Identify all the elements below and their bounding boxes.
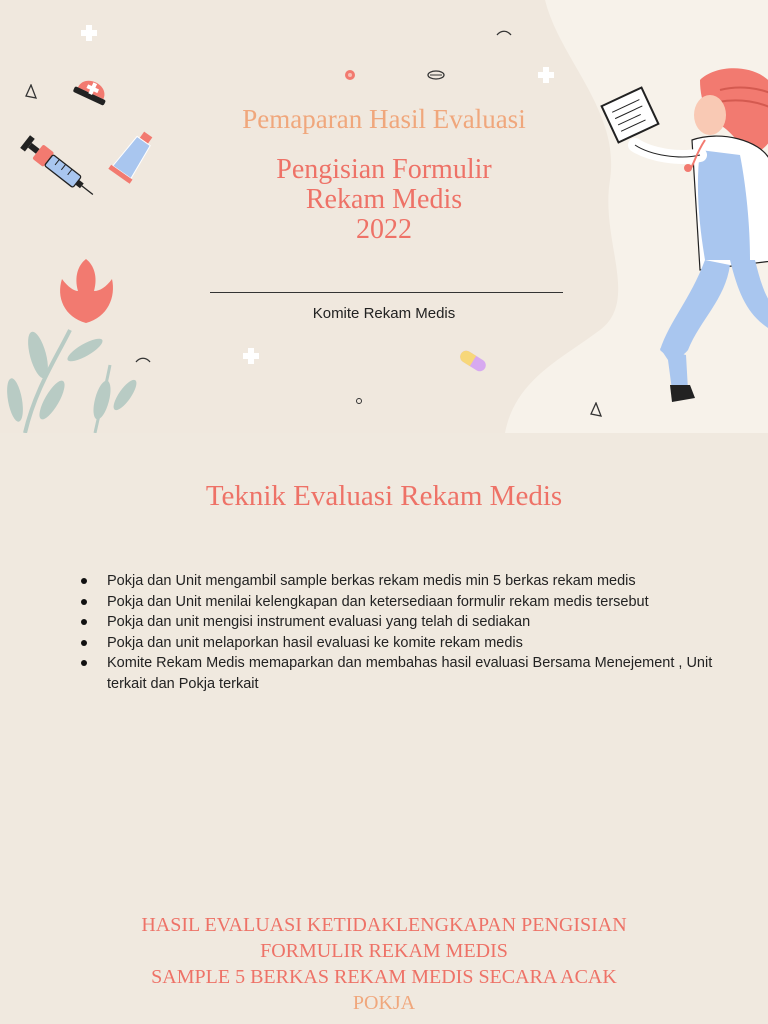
list-item: Pokja dan Unit mengambil sample berkas rekam medis min 5 berkas rekam medis	[78, 571, 718, 592]
results-pokja: POKJA	[352, 992, 416, 1014]
pill-icon	[426, 69, 446, 81]
pill-icon	[343, 68, 357, 82]
cover-slide	[0, 0, 768, 433]
list-item: Pokja dan unit mengisi instrument evaluasi yang telah di sediakan	[78, 612, 718, 633]
plus-sparkle-icon	[536, 65, 556, 85]
cover-title	[0, 155, 768, 245]
eye-doodle-icon	[496, 29, 512, 39]
triangle-doodle-icon	[24, 84, 38, 100]
results-heading	[0, 912, 768, 1016]
technique-bullet-list	[78, 571, 718, 694]
cover-organization: Komite Rekam Medis	[312, 305, 456, 322]
results-line: FORMULIR REKAM MEDIS	[260, 940, 508, 962]
plus-sparkle-icon	[241, 346, 261, 366]
list-item: Pokja dan unit melaporkan hasil evaluasi ke komite rekam medis	[78, 633, 718, 654]
results-line: HASIL EVALUASI KETIDAKLENGKAPAN PENGISIAN	[141, 914, 627, 936]
cover-title-year: 2022	[356, 214, 412, 245]
circle-doodle-icon	[354, 396, 364, 406]
title-divider	[210, 292, 563, 293]
list-item: Komite Rekam Medis memaparkan dan membahas hasil evaluasi Bersama Menejement , Unit terkait dan Pokja terkait	[78, 653, 718, 694]
plus-sparkle-icon	[79, 23, 99, 43]
cover-title-line: Rekam Medis	[305, 184, 463, 215]
cover-subtitle: Pemaparan Hasil Evaluasi	[242, 104, 526, 134]
results-line: SAMPLE 5 BERKAS REKAM MEDIS SECARA ACAK	[151, 966, 617, 988]
cover-title-line: Pengisian Formulir	[276, 154, 492, 185]
technique-heading: Teknik Evaluasi Rekam Medis	[205, 480, 563, 512]
pill-capsule-icon	[456, 348, 490, 374]
list-item: Pokja dan Unit menilai kelengkapan dan ketersediaan formulir rekam medis tersebut	[78, 592, 718, 613]
ambulance-siren-icon	[72, 64, 116, 108]
